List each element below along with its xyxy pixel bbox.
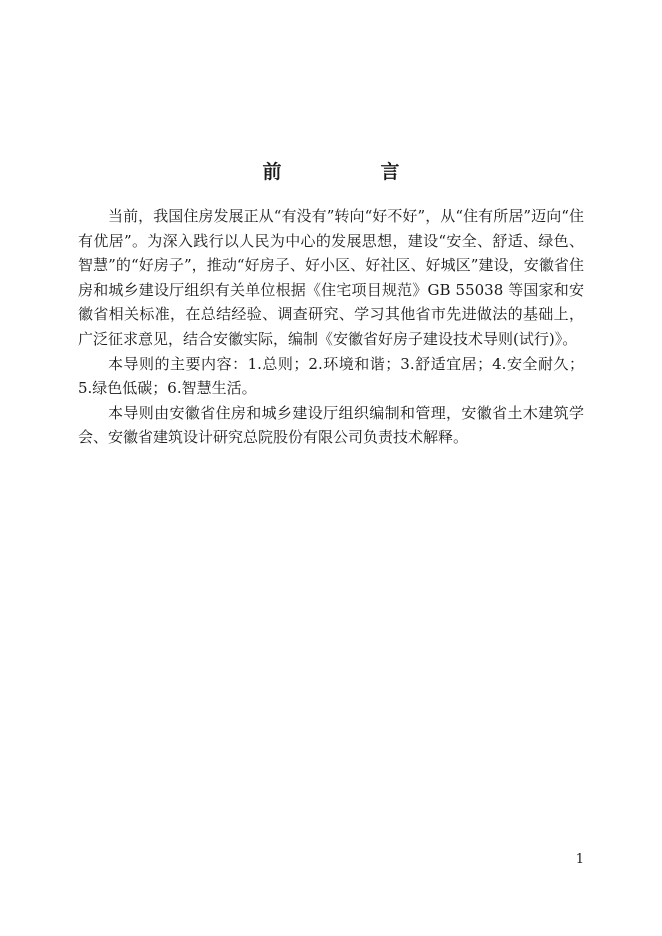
page-title: 前 言 bbox=[262, 161, 440, 183]
paragraph-contents: 本导则的主要内容：1.总则；2.环境和谐；3.舒适宜居；4.安全耐久；5.绿色低碳；6.智慧生活。 bbox=[78, 354, 584, 398]
page-number: 1 bbox=[575, 852, 584, 867]
paragraph-intro: 当前，我国住房发展正从“有没有”转向“好不好”，从“住有所居”迈向“住有优居”。为深入践行以人民为中心的发展思想，建设“安全、舒适、绿色、智慧”的“好房子”，推动“好房子、好小区、好社区、好城区”建设，安徽省住房和城乡建设厅组织有关单位根据《住宅项目规范》GB 55038 等国家和安徽省相关标准，在总结经验、调查研究、学习其他省市先进做法的基础上，广泛征求意见，结合安徽实际，编制《安徽省好房子建设技术导则(试行)》。 bbox=[78, 207, 584, 348]
paragraph-management: 本导则由安徽省住房和城乡建设厅组织编制和管理，安徽省土木建筑学会、安徽省建筑设计研究总院股份有限公司负责技术解释。 bbox=[78, 403, 584, 447]
document-body bbox=[78, 204, 584, 450]
